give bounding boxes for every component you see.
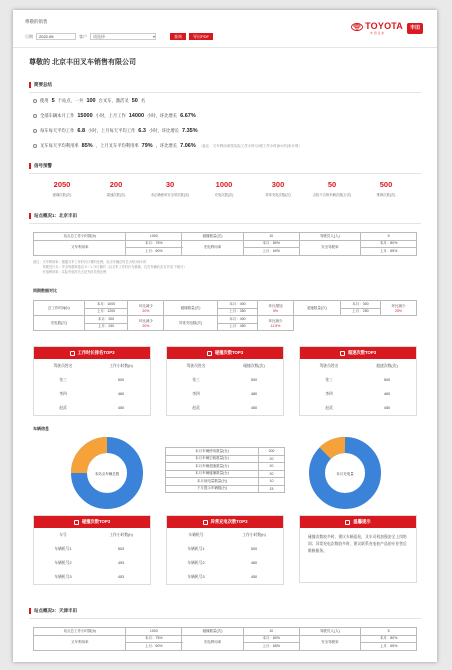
chart-icon <box>70 351 75 356</box>
table-cell: 站点总工作小时数(h) <box>34 233 126 241</box>
bullet-text: 名 <box>140 98 146 103</box>
table-cell: 本月车辆碰撞数量(台) <box>166 470 259 478</box>
bullet-text: 每车每天平均工作 <box>40 128 75 133</box>
delta-label: 环比减少 <box>138 303 153 308</box>
vehicle-donut-chart <box>69 435 145 511</box>
list-item <box>300 401 416 415</box>
cell: 车辆机号1 <box>187 546 205 551</box>
table-cell: 20 <box>259 455 285 463</box>
card-header <box>167 516 283 528</box>
delta-value: 20% <box>142 323 150 328</box>
card-title: 碰撞次数TOP3 <box>81 519 111 524</box>
vehicle-top3-card <box>166 515 284 585</box>
card-header-row <box>34 528 150 542</box>
metric-label: 超速次数(次) <box>106 193 126 197</box>
bullet-text: 使用 <box>40 98 49 103</box>
list-item <box>34 387 150 401</box>
table-cell: 本月：80% <box>361 635 417 643</box>
alert-metric <box>359 180 413 197</box>
card-header-row <box>167 528 283 542</box>
table-cell: 驾驶员人(人) <box>299 233 361 241</box>
list-item <box>167 373 283 387</box>
divider <box>29 173 421 174</box>
col-header: 驾驶员姓名 <box>319 363 339 368</box>
metric-label: 未正确使用安全带次数(次) <box>150 193 190 197</box>
col-header: 工作小时数(h) <box>242 532 266 537</box>
card-title: 碰撞次数TOP3 <box>214 350 244 355</box>
table-cell: 安全驾驶率 <box>299 635 361 650</box>
bullet-text: 台叉车，激活叉 <box>98 98 129 103</box>
list-item <box>167 387 283 401</box>
col-header: 驾驶员姓名 <box>53 363 73 368</box>
customer-label: 客户 <box>79 33 87 39</box>
col-header: 驾驶员姓名 <box>186 363 206 368</box>
list-item <box>34 401 150 415</box>
toolbar-title: 尊敬的销售 <box>25 19 48 24</box>
bullet-text: 全部车辆本月工作 <box>40 113 75 118</box>
charge-donut-chart <box>307 435 383 511</box>
card-title: 温馨提示 <box>353 519 371 524</box>
cell: 450 <box>250 406 258 410</box>
cell: 450 <box>250 575 258 579</box>
table-cell: 10 <box>243 233 299 241</box>
bullet-value: 50 <box>131 98 138 104</box>
date-label: 日期 <box>25 33 33 39</box>
divider <box>29 223 421 224</box>
table-cell: 叉车利用率 <box>34 635 126 650</box>
cell: 李四 <box>325 391 333 396</box>
cell: 车辆机号2 <box>54 560 72 565</box>
table-cell: 叉车利用率 <box>34 240 126 255</box>
table-cell: 200 <box>259 448 285 456</box>
site2-heading: 站点概况2：天津丰田 <box>29 608 77 614</box>
col-header: 超速次数(次) <box>376 363 398 368</box>
card-header <box>300 516 416 528</box>
table-cell: 碰撞数量(次) <box>182 628 244 636</box>
metric-value: 300 <box>271 180 285 189</box>
chart-icon <box>203 520 208 525</box>
cell: 500 <box>250 378 258 382</box>
cell: 李四 <box>59 391 67 396</box>
metric-value: 30 <box>165 180 175 189</box>
table-cell: 本月车辆使用数量(台) <box>166 448 259 456</box>
top-toolbar <box>13 10 437 48</box>
delta-cell <box>128 316 164 331</box>
bullet-text: ，环比增长 <box>155 143 178 148</box>
list-item <box>167 556 283 570</box>
cell: 张三 <box>325 377 333 382</box>
table-cell: 本月车辆空载数量(台) <box>166 455 259 463</box>
table-cell: 5 <box>361 233 417 241</box>
metric-label: 异常充电次数(次) <box>265 193 291 197</box>
top3-card <box>299 346 417 416</box>
cell: 赵武 <box>325 405 333 410</box>
metric-value: 500 <box>379 180 393 189</box>
advice-card <box>299 515 417 583</box>
list-item <box>34 373 150 387</box>
table-cell: 本月车辆超速数量(台) <box>166 463 259 471</box>
table-cell: 本月：1000 <box>84 301 128 309</box>
cell: 500 <box>250 547 258 551</box>
cell: 赵武 <box>59 405 67 410</box>
card-title: 工作时长排名TOP3 <box>77 350 115 355</box>
alert-metric <box>305 180 359 197</box>
table-cell: 上月：65% <box>243 643 299 651</box>
table-cell: 充电利用率 <box>182 240 244 255</box>
filter-row <box>25 33 213 40</box>
bullet-note: （备注：叉车利用率按实际工作小时/合理工作小时(8小时)来计算） <box>198 143 303 148</box>
table-cell: 本月低电量数量(台) <box>166 478 259 486</box>
bullet-text: 个站点，一共 <box>57 98 84 103</box>
table-cell: 总工作时间(h) <box>34 301 85 316</box>
report-page <box>13 10 437 662</box>
table-cell: 上月：450 <box>217 323 257 331</box>
card-header <box>34 347 150 359</box>
toyota-emblem-icon <box>351 23 363 31</box>
delta-cell <box>381 301 417 316</box>
delta-label: 环比减少 <box>268 318 283 323</box>
list-item <box>300 373 416 387</box>
bullet-value: 14000 <box>128 113 145 119</box>
bullet-icon <box>33 144 37 148</box>
table-cell: 上月：350 <box>217 308 257 316</box>
table-cell: 上月：1200 <box>84 308 128 316</box>
delta-cell <box>258 301 294 316</box>
col-header: 工作小时数(h) <box>109 363 133 368</box>
page-title: 尊敬的 北京丰田叉车销售有限公司 <box>29 59 136 66</box>
lightbulb-icon <box>345 520 350 525</box>
customer-select[interactable] <box>90 33 156 40</box>
overview-bullet <box>33 113 196 119</box>
col-header: 车号 <box>59 532 67 537</box>
cell: 460 <box>117 392 125 396</box>
delta-value: 25% <box>395 308 403 313</box>
cell: 450 <box>117 406 125 410</box>
cell: 500 <box>117 378 125 382</box>
cell: 503 <box>117 547 125 551</box>
card-header <box>300 347 416 359</box>
alert-metric <box>35 180 89 197</box>
metric-value: 50 <box>327 180 337 189</box>
divider <box>29 618 421 619</box>
metric-label: 维修次数(次) <box>376 193 396 197</box>
table-cell: 15 <box>259 485 285 493</box>
table-cell: 本月：400 <box>217 301 257 309</box>
cell: 460 <box>250 561 258 565</box>
top3-card <box>166 346 284 416</box>
top3-card <box>33 346 151 416</box>
table-cell: 本月：75% <box>126 635 182 643</box>
bullet-value: 85% <box>81 143 93 149</box>
cell: 张三 <box>192 377 200 382</box>
chart-icon <box>207 351 212 356</box>
table-cell: 1000 <box>126 233 182 241</box>
list-item <box>300 387 416 401</box>
bullet-text: 小时，环比增长 <box>147 113 178 118</box>
overview-bullet <box>33 143 302 149</box>
site2-summary-table <box>33 627 417 651</box>
compare-table <box>33 300 417 331</box>
card-header-row <box>167 359 283 373</box>
list-item <box>34 542 150 556</box>
delta-label: 环比减少 <box>138 318 153 323</box>
logo-sub: 丰 田 叉 车 <box>369 31 385 35</box>
table-cell: 超速数量(次) <box>293 301 340 316</box>
site1-heading: 站点概况1：北京丰田 <box>29 213 77 219</box>
overview-heading: 简要总结 <box>29 82 52 88</box>
metric-value: 1000 <box>215 180 233 189</box>
card-header-row <box>34 359 150 373</box>
card-title: 超速次数TOP3 <box>347 350 377 355</box>
table-cell: 本月：80% <box>243 635 299 643</box>
alert-metric <box>143 180 197 197</box>
card-header <box>34 516 150 528</box>
overview-bullet <box>33 128 198 134</box>
list-item <box>34 570 150 584</box>
donut-segment-orange <box>325 445 345 453</box>
table-cell: 10 <box>259 478 285 486</box>
table-cell: 20 <box>259 470 285 478</box>
table-cell: 碰撞数量(次) <box>164 301 217 316</box>
delta-value: 11.5% <box>270 323 281 328</box>
metric-label: 碰撞次数(次) <box>52 193 72 197</box>
note-line: 驾驶员行为：安全驾驶率是以 0 ~ 1 分计算的（以叉车工作时长为基础，仅在车辆状态为'开启'下统计） <box>33 265 187 269</box>
delta-label: 环比减少 <box>391 303 406 308</box>
alert-metric <box>251 180 305 197</box>
table-cell: 5 <box>361 628 417 636</box>
customer-select-value: 请选择 <box>93 34 105 39</box>
date-input[interactable]: 2022.05 <box>36 33 76 40</box>
table-cell: 充电数(次) <box>34 316 85 331</box>
table-cell: 上月：65% <box>361 643 417 651</box>
bullet-text: 小时，上月工作 <box>95 113 126 118</box>
chevron-down-icon: ▾ <box>152 34 155 39</box>
table-cell: 10 <box>243 628 299 636</box>
metric-value: 2050 <box>53 180 71 189</box>
query-button[interactable]: 查询 <box>170 33 186 40</box>
delta-cell <box>128 301 164 316</box>
bullet-value: 7.06% <box>180 143 196 149</box>
table-cell: 上月：240 <box>84 323 128 331</box>
chart-icon <box>74 520 79 525</box>
cell: 450 <box>383 406 391 410</box>
table-cell: 上月：250 <box>340 308 380 316</box>
table-cell: 异常充电数(次) <box>164 316 217 331</box>
table-cell: 上月：65% <box>361 248 417 256</box>
table-cell: 上月：60% <box>126 248 182 256</box>
bullet-icon <box>33 114 37 118</box>
vehicle-stats-table <box>165 447 285 493</box>
bullet-text: ，上月叉车平均利用率 <box>95 143 139 148</box>
card-header-row <box>300 359 416 373</box>
bullet-text: 叉车每天平均利用率 <box>40 143 79 148</box>
alert-metric <box>89 180 143 197</box>
metric-label: 点检不合格车辆次数(台次) <box>312 193 352 197</box>
delta-value: 5% <box>272 308 279 313</box>
bullet-value: 6.3 <box>138 128 146 134</box>
table-cell: 驾驶员人(人) <box>299 628 361 636</box>
cell: 车辆机号3 <box>187 574 205 579</box>
list-item <box>167 542 283 556</box>
chart-icon <box>340 351 345 356</box>
alert-metrics <box>35 180 413 197</box>
table-cell: 下月提示车辆数(台) <box>166 485 259 493</box>
table-cell: 本月：80% <box>243 240 299 248</box>
donut-segment-orange <box>79 445 107 473</box>
bullet-icon <box>33 99 37 103</box>
table-cell: 上月：60% <box>126 643 182 651</box>
donut-center-label: 本月充电量 <box>336 472 354 476</box>
cell: 赵武 <box>192 405 200 410</box>
table-cell: 本月：200 <box>84 316 128 324</box>
bullet-value: 100 <box>86 98 96 104</box>
overview-bullet <box>33 98 145 104</box>
empty-cell <box>293 316 416 331</box>
logo-badge: 丰田 <box>407 23 423 34</box>
list-item <box>34 556 150 570</box>
bullet-value: 79% <box>141 143 153 149</box>
cell: 李四 <box>192 391 200 396</box>
bullet-value: 5 <box>51 98 55 104</box>
card-header <box>167 347 283 359</box>
col-header: 车辆机号 <box>188 532 204 537</box>
card-title: 异常充电次数TOP3 <box>210 519 248 524</box>
cell: 车辆机号1 <box>54 546 72 551</box>
table-cell: 碰撞数量(次) <box>182 233 244 241</box>
list-item <box>167 401 283 415</box>
site1-summary-table <box>33 232 417 256</box>
bullet-text: 小时，环比增长 <box>148 128 180 133</box>
table-cell: 20 <box>259 463 285 471</box>
list-item <box>167 570 283 584</box>
cell: 460 <box>383 392 391 396</box>
table-cell: 本月：80% <box>361 240 417 248</box>
table-cell: 站点总工作小时数(h) <box>34 628 126 636</box>
toyota-logo <box>351 22 423 35</box>
cell: 480 <box>250 392 258 396</box>
note-line: 备注：叉车利用率：根据叉车工作时长计算的比例；站点车辆总时长为每天8小时 <box>33 260 147 264</box>
compare-heading: 同期数据对比 <box>33 288 57 293</box>
delta-label: 环比增加 <box>268 303 283 308</box>
bullet-text: 小时，上月每天平均工作 <box>88 128 136 133</box>
table-cell: 本月：300 <box>340 301 380 309</box>
advice-text: 碰撞次数较多时，建议车辆巡检，叉车司机加强安全上岗培训；异常充电次数较多时，建议联系充电桩产品的专业售后维修服务。 <box>308 535 407 553</box>
bullet-value: 15000 <box>77 113 93 119</box>
table-cell: 安全驾驶率 <box>299 240 361 255</box>
metric-label: 充电次数(次) <box>214 193 234 197</box>
col-header: 碰撞次数(次) <box>243 363 265 368</box>
site1-notes <box>33 260 187 275</box>
cell: 张三 <box>59 377 67 382</box>
delta-cell <box>258 316 294 331</box>
vehicle-top3-card <box>33 515 151 585</box>
vehicle-heading: 车辆信息 <box>33 426 49 431</box>
bullet-value: 6.67% <box>180 113 196 119</box>
table-cell: 本月：75% <box>126 240 182 248</box>
bullet-value: 6.8 <box>77 128 86 134</box>
note-line: 充电利用率：实际充电时长占应充时长的比例 <box>33 270 107 274</box>
donut-center-label: 本站点车辆总数 <box>94 472 120 476</box>
table-cell: 上月：60% <box>243 248 299 256</box>
bullet-value: 7.35% <box>182 128 198 134</box>
cell: 车辆机号2 <box>187 560 205 565</box>
delta-value: 20% <box>142 308 150 313</box>
logo-brand: TOYOTA <box>365 21 403 31</box>
export-pdf-button[interactable]: 导出PDF <box>189 33 213 40</box>
table-cell: 1000 <box>126 628 182 636</box>
table-cell: 充电利用率 <box>182 635 244 650</box>
cell: 500 <box>383 378 391 382</box>
col-header: 工作小时数(h) <box>109 532 133 537</box>
table-cell: 本月：400 <box>217 316 257 324</box>
metric-value: 200 <box>109 180 123 189</box>
alerts-heading: 信号预警 <box>29 163 52 169</box>
cell: 453 <box>117 575 125 579</box>
cell: 车辆机号3 <box>54 574 72 579</box>
cell: 493 <box>117 561 125 565</box>
divider <box>29 92 421 93</box>
bullet-icon <box>33 129 37 133</box>
alert-metric <box>197 180 251 197</box>
